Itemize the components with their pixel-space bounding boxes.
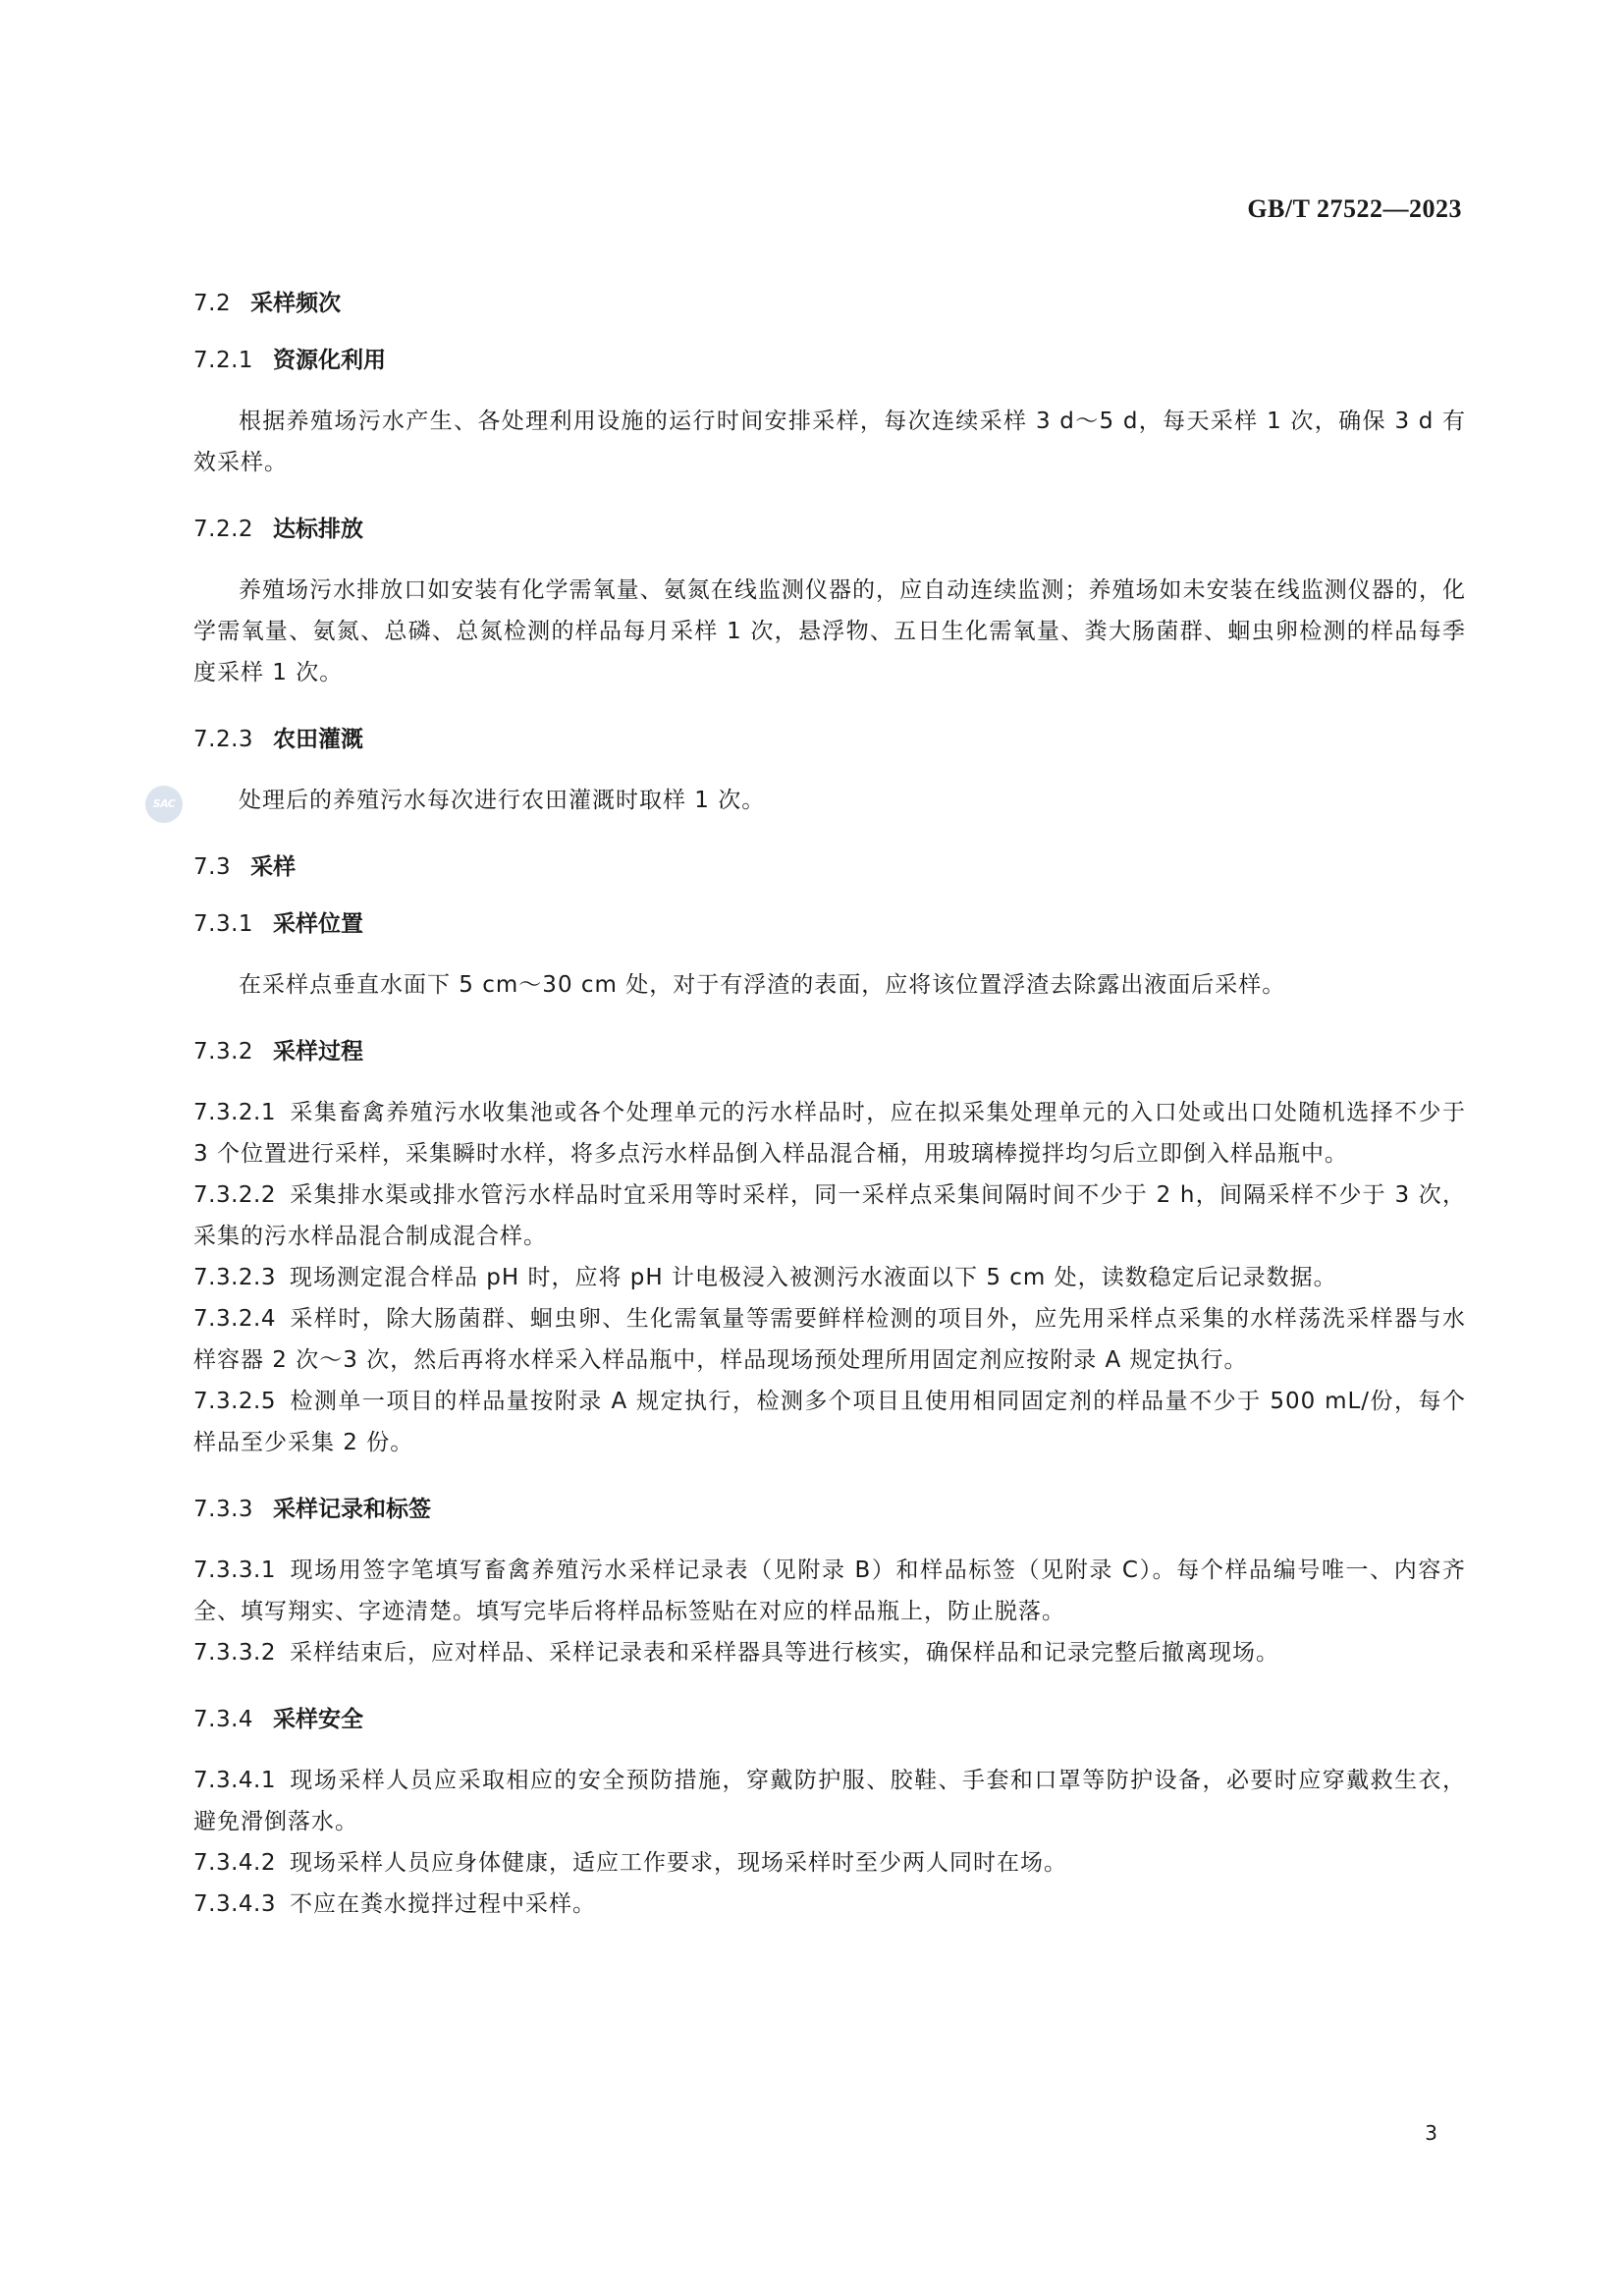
section-heading-7-3-1 [193,907,1466,941]
clause-number: 7.3.2.5 [193,1389,276,1414]
sac-watermark-logo: SAC [145,786,183,823]
section-title: 采样 [250,854,297,880]
section-title: 采样过程 [273,1039,364,1065]
clause-number: 7.3.4.2 [193,1850,276,1876]
clause-text: 现场采样人员应身体健康，适应工作要求，现场采样时至少两人同时在场。 [289,1850,1067,1876]
clause-text: 采样结束后，应对样品、采样记录表和采样器具等进行核实，确保样品和记录完整后撤离现场。 [289,1640,1279,1666]
section-number: 7.2.2 [193,517,254,542]
clause-text: 采集排水渠或排水管污水样品时宜采用等时采样，同一采样点采集间隔时间不少于 2 h，间隔采样不少于 3 次，采集的污水样品混合制成混合样。 [193,1182,1466,1249]
clause-text: 采样时，除大肠菌群、蛔虫卵、生化需氧量等需要鲜样检测的项目外，应先用采样点采集的水样荡洗采样器与水样容器 2 次～3 次，然后再将水样采入样品瓶中，样品现场预处理所用固定剂应按附录 A 规定执行。 [193,1306,1466,1373]
section-number: 7.3.3 [193,1497,254,1522]
clause-number: 7.3.3.2 [193,1640,276,1666]
section-heading-7-2-1 [193,344,1466,377]
section-title: 达标排放 [273,517,364,542]
clause-number: 7.3.2.3 [193,1265,276,1290]
clause-7-3-4-2 [193,1842,1466,1884]
clause-7-3-2-4 [193,1298,1466,1381]
section-heading-7-3-4 [193,1703,1466,1736]
section-heading-7-2 [193,287,1466,320]
paragraph-7-2-1: 根据养殖场污水产生、各处理利用设施的运行时间安排采样，每次连续采样 3 d～5 d，每天采样 1 次，确保 3 d 有效采样。 [193,409,1466,475]
section-title: 资源化利用 [273,348,387,373]
clause-7-3-3-2 [193,1632,1466,1673]
clause-text: 采集畜禽养殖污水收集池或各个处理单元的污水样品时，应在拟采集处理单元的入口处或出口处随机选择不少于 3 个位置进行采样，采集瞬时水样，将多点污水样品倒入样品混合桶，用玻璃棒搅拌均匀后立即倒入样品瓶中。 [193,1100,1466,1167]
clause-number: 7.3.4.1 [193,1768,276,1793]
clause-7-3-3-1 [193,1550,1466,1632]
section-number: 7.2 [193,291,232,316]
standard-number: GB/T 27522—2023 [1247,194,1462,223]
document-body [193,287,1466,1925]
clause-text: 不应在粪水搅拌过程中采样。 [289,1891,596,1917]
clause-7-3-4-1 [193,1760,1466,1842]
section-number: 7.3.4 [193,1707,254,1732]
clause-text: 现场采样人员应采取相应的安全预防措施，穿戴防护服、胶鞋、手套和口罩等防护设备，必要时应穿戴救生衣，避免滑倒落水。 [193,1768,1466,1834]
clause-number: 7.3.2.2 [193,1182,276,1208]
section-heading-7-2-2 [193,513,1466,546]
section-heading-7-2-3 [193,723,1466,756]
clause-7-3-4-3 [193,1884,1466,1925]
section-title: 农田灌溉 [273,727,364,752]
section-title: 采样位置 [273,911,364,937]
section-title: 采样安全 [273,1707,364,1732]
clause-7-3-2-1 [193,1092,1466,1175]
clause-7-3-2-2 [193,1175,1466,1257]
section-number: 7.3.2 [193,1039,254,1065]
section-number: 7.3 [193,854,232,880]
section-heading-7-3-3 [193,1493,1466,1526]
clause-7-3-2-3 [193,1257,1466,1298]
clause-number: 7.3.4.3 [193,1891,276,1917]
clause-text: 检测单一项目的样品量按附录 A 规定执行，检测多个项目且使用相同固定剂的样品量不少于 500 mL/份，每个样品至少采集 2 份。 [193,1389,1466,1455]
section-number: 7.2.1 [193,348,254,373]
section-number: 7.2.3 [193,727,254,752]
clause-number: 7.3.2.1 [193,1100,276,1125]
paragraph-7-2-2: 养殖场污水排放口如安装有化学需氧量、氨氮在线监测仪器的，应自动连续监测；养殖场如未安装在线监测仪器的，化学需氧量、氨氮、总磷、总氮检测的样品每月采样 1 次，悬浮物、五日生化需氧量、粪大肠菌群、蛔虫卵检测的样品每季度采样 1 次。 [193,577,1466,685]
clause-7-3-2-5 [193,1381,1466,1463]
section-title: 采样频次 [250,291,342,316]
paragraph-7-2-3: 处理后的养殖污水每次进行农田灌溉时取样 1 次。 [239,788,766,813]
section-title: 采样记录和标签 [273,1497,432,1522]
paragraph-7-3-1: 在采样点垂直水面下 5 cm～30 cm 处，对于有浮渣的表面，应将该位置浮渣去除露出液面后采样。 [239,972,1286,998]
section-number: 7.3.1 [193,911,254,937]
clause-number: 7.3.3.1 [193,1558,276,1583]
section-heading-7-3 [193,850,1466,884]
clause-text: 现场测定混合样品 pH 时，应将 pH 计电极浸入被测污水液面以下 5 cm 处，读数稳定后记录数据。 [289,1265,1337,1290]
clause-text: 现场用签字笔填写畜禽养殖污水采样记录表（见附录 B）和样品标签（见附录 C）。每个样品编号唯一、内容齐全、填写翔实、字迹清楚。填写完毕后将样品标签贴在对应的样品瓶上，防止脱落。 [193,1558,1466,1624]
clause-number: 7.3.2.4 [193,1306,276,1332]
page-number: 3 [1425,2121,1437,2145]
section-heading-7-3-2 [193,1035,1466,1068]
